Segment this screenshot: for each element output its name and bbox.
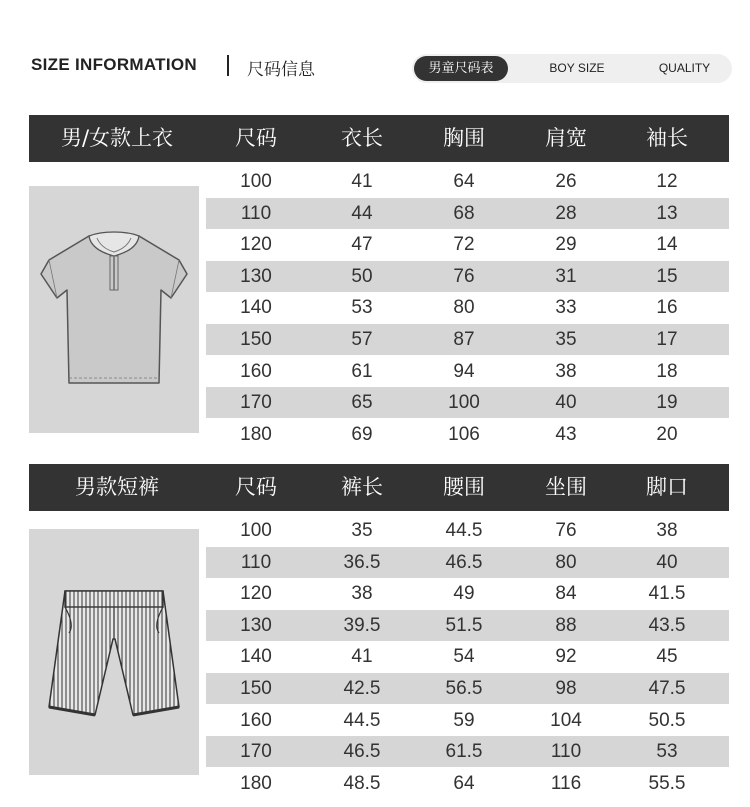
size-value: 150: [240, 329, 272, 350]
tab-boy-size-chart[interactable]: 男童尺码表: [414, 56, 508, 81]
girth-value: 87: [453, 329, 475, 350]
length-value: 65: [351, 392, 373, 414]
size-value: 180: [240, 772, 272, 794]
width-value: 33: [555, 297, 577, 319]
end-value: 16: [656, 297, 678, 319]
girth-value: 100: [448, 392, 480, 414]
header-waist: 腰围: [443, 475, 485, 499]
girth-value: 49: [453, 583, 475, 605]
end-value: 55.5: [648, 772, 686, 794]
table-row: [206, 198, 729, 229]
size-value: 110: [240, 551, 272, 573]
length-value: 35: [351, 520, 373, 541]
length-value: 42.5: [343, 678, 381, 699]
size-value: 110: [240, 202, 272, 224]
length-value: 48.5: [343, 772, 381, 794]
page-header: [0, 0, 750, 100]
girth-value: 59: [453, 709, 475, 731]
width-value: 80: [555, 551, 577, 573]
girth-value: 76: [453, 265, 475, 287]
length-value: 69: [351, 423, 373, 445]
width-value: 110: [550, 741, 582, 763]
girth-value: 64: [453, 772, 475, 794]
width-value: 98: [555, 678, 577, 699]
width-value: 35: [555, 329, 577, 350]
size-value: 150: [240, 678, 272, 699]
table-row: [206, 261, 729, 292]
header-pants-length: 裤长: [341, 475, 383, 499]
bottom-size-table: [29, 464, 729, 807]
table-row: [206, 547, 729, 578]
end-value: 17: [656, 329, 678, 350]
width-value: 92: [555, 646, 577, 668]
end-value: 19: [656, 392, 678, 414]
bottom-table-header: [29, 464, 729, 511]
length-value: 50: [351, 265, 373, 287]
girth-value: 54: [453, 646, 475, 668]
length-value: 46.5: [343, 741, 381, 763]
size-tabs: [412, 54, 732, 83]
header-chest: 胸围: [443, 126, 485, 150]
header-size: 尺码: [235, 475, 277, 499]
end-value: 50.5: [648, 709, 686, 731]
size-value: 130: [240, 614, 272, 636]
width-value: 88: [555, 614, 577, 636]
size-value: 100: [240, 171, 272, 192]
girth-value: 106: [448, 423, 480, 445]
table-row: [206, 673, 729, 704]
table-row: [206, 419, 729, 450]
size-information-title-cn: 尺码信息: [247, 60, 315, 80]
girth-value: 51.5: [445, 614, 483, 636]
table-row: [206, 736, 729, 767]
length-value: 57: [351, 329, 373, 350]
end-value: 14: [656, 234, 678, 256]
size-value: 160: [240, 360, 272, 382]
size-value: 130: [240, 265, 272, 287]
table-row: [206, 387, 729, 418]
size-value: 120: [240, 234, 272, 256]
width-value: 31: [555, 265, 577, 287]
end-value: 47.5: [648, 678, 686, 699]
shirt-image-box: [29, 186, 199, 433]
width-value: 43: [555, 423, 577, 445]
table-row: [206, 705, 729, 736]
header-hip: 坐围: [545, 475, 587, 499]
girth-value: 80: [453, 297, 475, 319]
table-row: [206, 610, 729, 641]
length-value: 38: [351, 583, 373, 605]
table-row: [206, 229, 729, 260]
end-value: 43.5: [648, 614, 686, 636]
table-row: [206, 356, 729, 387]
header-length: 衣长: [341, 126, 383, 150]
size-value: 180: [240, 423, 272, 445]
length-value: 61: [351, 360, 373, 382]
width-value: 40: [555, 392, 577, 414]
size-value: 100: [240, 520, 272, 541]
girth-value: 46.5: [445, 551, 483, 573]
size-value: 120: [240, 583, 272, 605]
length-value: 41: [351, 646, 373, 668]
header-size: 尺码: [235, 126, 277, 150]
top-size-table: [29, 115, 729, 455]
width-value: 84: [555, 583, 577, 605]
girth-value: 61.5: [445, 741, 483, 763]
girth-value: 94: [453, 360, 475, 382]
length-value: 47: [351, 234, 373, 256]
size-value: 170: [240, 392, 272, 414]
table-row: [206, 324, 729, 355]
end-value: 18: [656, 360, 678, 382]
girth-value: 56.5: [445, 678, 483, 699]
width-value: 28: [555, 202, 577, 224]
length-value: 39.5: [343, 614, 381, 636]
length-value: 44.5: [343, 709, 381, 731]
end-value: 38: [656, 520, 678, 541]
size-value: 140: [240, 646, 272, 668]
width-value: 38: [555, 360, 577, 382]
header-shoulder: 肩宽: [545, 126, 587, 150]
size-value: 170: [240, 741, 272, 763]
striped-shorts-icon: [29, 529, 199, 775]
title-separator: [227, 55, 229, 76]
table-row: [206, 292, 729, 323]
tab-quality[interactable]: QUALITY: [658, 61, 711, 75]
table-row: [206, 166, 729, 197]
header-garment-type: 男/女款上衣: [60, 126, 174, 150]
tab-boy-size[interactable]: BOY SIZE: [549, 61, 605, 75]
size-information-title: SIZE INFORMATION: [31, 55, 197, 74]
width-value: 116: [550, 772, 582, 794]
end-value: 45: [656, 646, 678, 668]
width-value: 29: [555, 234, 577, 256]
header-garment-type: 男款短裤: [75, 475, 159, 499]
size-value: 160: [240, 709, 272, 731]
table-row: [206, 641, 729, 672]
end-value: 13: [656, 202, 678, 224]
shorts-image-box: [29, 529, 199, 775]
table-row: [206, 768, 729, 799]
header-leg-opening: 脚口: [646, 475, 688, 499]
table-row: [206, 578, 729, 609]
width-value: 26: [555, 171, 577, 192]
end-value: 53: [656, 741, 678, 763]
header-sleeve: 袖长: [646, 126, 688, 150]
end-value: 20: [656, 423, 678, 445]
end-value: 15: [656, 265, 678, 287]
girth-value: 68: [453, 202, 475, 224]
length-value: 36.5: [343, 551, 381, 573]
girth-value: 72: [453, 234, 475, 256]
width-value: 104: [550, 709, 582, 731]
end-value: 41.5: [648, 583, 686, 605]
length-value: 53: [351, 297, 373, 319]
table-row: [206, 515, 729, 546]
length-value: 44: [351, 202, 373, 224]
girth-value: 64: [453, 171, 475, 192]
polo-shirt-icon: [29, 186, 199, 433]
width-value: 76: [555, 520, 577, 541]
girth-value: 44.5: [445, 520, 483, 541]
top-table-header: [29, 115, 729, 162]
end-value: 40: [656, 551, 678, 573]
end-value: 12: [656, 171, 678, 192]
size-value: 140: [240, 297, 272, 319]
length-value: 41: [351, 171, 373, 192]
